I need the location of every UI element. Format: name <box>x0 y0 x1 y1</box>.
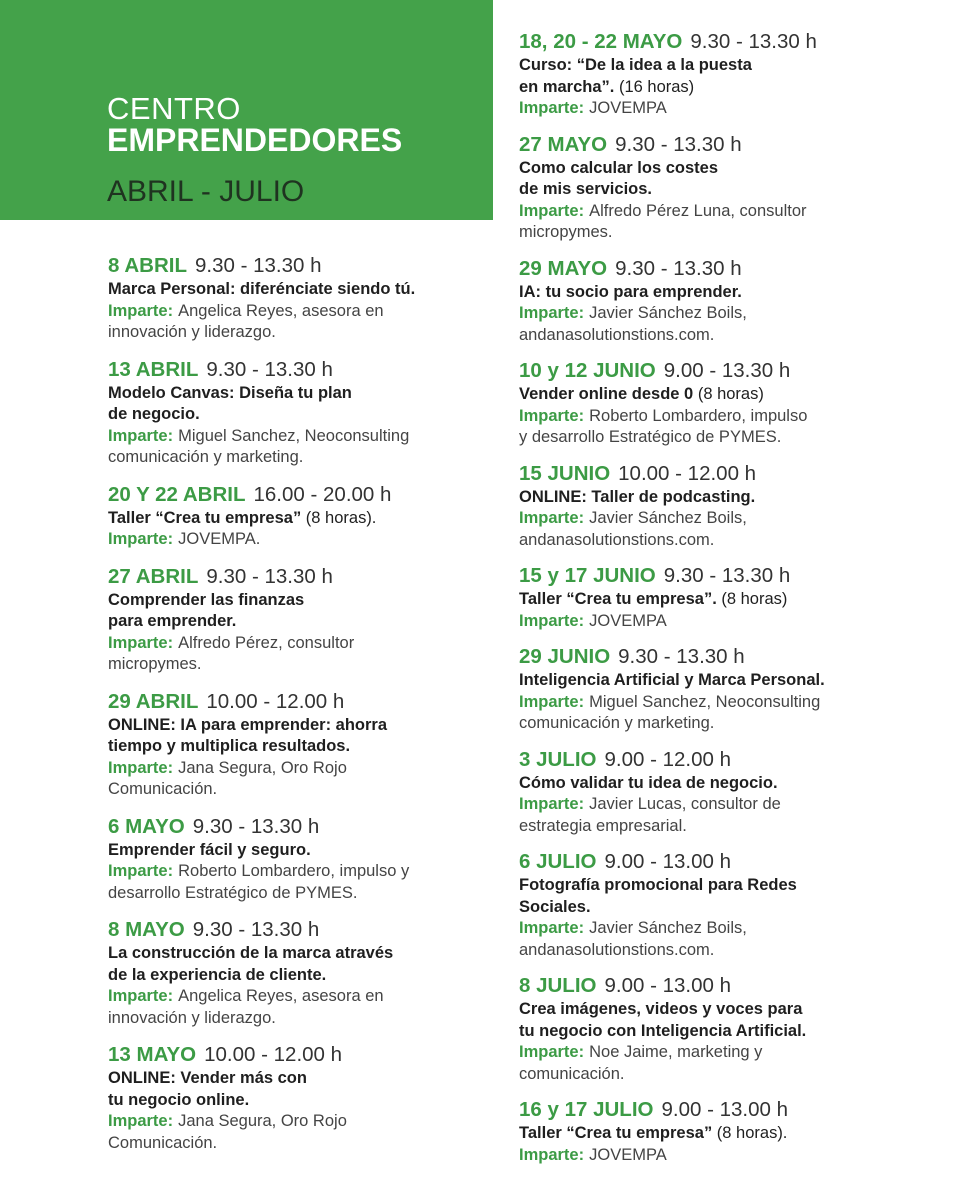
event-duration: (8 horas). <box>301 508 377 527</box>
event-title-text: Taller “Crea tu empresa” <box>519 1124 713 1142</box>
event-title <box>519 999 939 1042</box>
event-when <box>108 813 508 840</box>
event-title <box>519 1123 939 1145</box>
event-when <box>519 562 939 589</box>
event-instructor <box>519 794 939 837</box>
event-title-text: ONLINE: IA para emprender: ahorra tiempo y multiplica resultados. <box>108 715 388 755</box>
imparte-label: Imparte: <box>519 611 585 630</box>
event-duration: (8 horas) <box>693 385 764 403</box>
event-when <box>108 916 508 943</box>
event-title <box>519 384 939 406</box>
event-title-text: Cómo validar tu idea de negocio. <box>519 773 778 792</box>
event-time: 9.00 - 13.00 h <box>604 850 731 873</box>
event-title-text: ONLINE: Vender más con tu negocio online. <box>108 1069 307 1109</box>
event-time: 10.00 - 12.00 h <box>206 689 345 713</box>
event-instructor <box>519 1145 939 1167</box>
event-date: 10 y 12 JUNIO <box>519 359 656 382</box>
event-title <box>519 589 939 611</box>
imparte-label: Imparte: <box>519 201 585 220</box>
imparte-label: Imparte: <box>519 99 585 117</box>
instructor-name: Roberto Lombardero, impulso y desarrollo Estratégico de PYMES. <box>108 862 410 902</box>
event-time: 10.00 - 12.00 h <box>204 1043 343 1066</box>
event-when <box>519 357 939 384</box>
imparte-label: Imparte: <box>519 795 585 813</box>
event-title-text: Taller “Crea tu empresa”. <box>519 590 717 608</box>
event-date: 27 ABRIL <box>108 564 199 588</box>
event-duration: (8 horas). <box>712 1124 788 1142</box>
event-when <box>519 131 939 158</box>
instructor-name: Miguel Sanchez, Neoconsulting comunicación y marketing. <box>108 426 410 466</box>
instructor-name: Javier Sánchez Boils, andanasolutionstions.com. <box>519 509 747 549</box>
event-title <box>108 279 508 301</box>
event-when <box>108 356 508 383</box>
event-date: 8 ABRIL <box>108 254 187 277</box>
event-time: 9.00 - 12.00 h <box>604 747 731 771</box>
event-date: 6 JULIO <box>519 850 597 873</box>
instructor-name: Jana Segura, Oro Rojo Comunicación. <box>108 1112 347 1152</box>
event-time: 16.00 - 20.00 h <box>253 482 392 506</box>
event-title-text: ONLINE: Taller de podcasting. <box>519 487 756 506</box>
imparte-label: Imparte: <box>108 633 174 652</box>
event-instructor <box>108 758 508 801</box>
event-time: 9.30 - 13.30 h <box>618 645 745 668</box>
event-instructor <box>519 611 939 633</box>
event-time: 10.00 - 12.00 h <box>618 461 757 485</box>
event-duration: (8 horas) <box>716 590 788 608</box>
instructor-name: JOVEMPA. <box>178 530 261 548</box>
event-when <box>519 972 939 999</box>
event-when <box>519 746 939 773</box>
event-when <box>519 1096 939 1123</box>
imparte-label: Imparte: <box>108 1112 174 1130</box>
event-instructor <box>108 426 508 469</box>
event-instructor <box>519 508 939 551</box>
event-time: 9.30 - 13.30 h <box>194 254 322 277</box>
instructor-name: Javier Lucas, consultor de estrategia empresarial. <box>519 795 781 835</box>
instructor-name: Roberto Lombardero, impulso y desarrollo Estratégico de PYMES. <box>519 406 808 446</box>
imparte-label: Imparte: <box>108 426 174 445</box>
event-time: 9.00 - 13.00 h <box>604 974 731 997</box>
imparte-label: Imparte: <box>108 530 174 548</box>
event-instructor <box>108 986 508 1029</box>
event-item <box>519 848 939 961</box>
instructor-name: Jana Segura, Oro Rojo Comunicación. <box>108 758 347 798</box>
instructor-name: Alfredo Pérez Luna, consultor micropymes. <box>519 201 807 241</box>
event-title-text: Marca Personal: diferénciate siendo tú. <box>108 280 416 298</box>
event-item <box>519 746 939 838</box>
event-title <box>519 282 939 304</box>
event-item <box>108 481 508 551</box>
event-title <box>519 773 939 795</box>
event-title-text: Comprender las finanzas para emprender. <box>108 590 305 630</box>
event-instructor <box>519 303 939 346</box>
event-time: 9.30 - 13.30 h <box>206 564 333 588</box>
event-title <box>108 715 508 758</box>
event-time: 9.30 - 13.30 h <box>192 918 320 941</box>
event-title-text: Curso: “De la idea a la puesta en marcha”. <box>519 56 752 96</box>
event-item <box>519 357 939 449</box>
event-item <box>519 1096 939 1166</box>
event-title-text: Crea imágenes, videos y voces para tu negocio con Inteligencia Artificial. <box>519 1000 807 1040</box>
event-item <box>108 916 508 1029</box>
instructor-name: Javier Sánchez Boils, andanasolutionstions.com. <box>519 919 747 959</box>
event-when <box>519 255 939 282</box>
event-title <box>108 1068 508 1111</box>
imparte-label: Imparte: <box>519 509 585 527</box>
event-when <box>519 28 939 55</box>
event-date: 3 JULIO <box>519 747 597 771</box>
imparte-label: Imparte: <box>519 406 585 425</box>
event-title-text: Emprender fácil y seguro. <box>108 840 311 859</box>
event-date: 8 MAYO <box>108 918 185 941</box>
event-date: 16 y 17 JULIO <box>519 1098 654 1121</box>
instructor-name: JOVEMPA <box>589 99 667 117</box>
imparte-label: Imparte: <box>108 301 174 320</box>
event-item <box>519 255 939 347</box>
event-when <box>519 460 939 487</box>
event-time: 9.30 - 13.30 h <box>615 132 742 156</box>
imparte-label: Imparte: <box>519 919 585 937</box>
event-title-text: Vender online desde 0 <box>519 385 694 403</box>
imparte-label: Imparte: <box>519 1043 585 1061</box>
event-title-text: Fotografía promocional para Redes Sociales. <box>519 876 797 916</box>
event-duration: (16 horas) <box>614 77 695 96</box>
event-instructor <box>519 98 939 120</box>
instructor-name: JOVEMPA <box>589 1145 667 1164</box>
event-item <box>519 562 939 632</box>
event-title-text: Taller “Crea tu empresa” <box>108 508 302 527</box>
event-when <box>519 848 939 875</box>
event-when <box>108 688 508 715</box>
event-title <box>108 590 508 633</box>
event-title-text: Como calcular los costes de mis servicios. <box>519 158 718 198</box>
event-date: 15 y 17 JUNIO <box>519 564 656 587</box>
instructor-name: Angelica Reyes, asesora en innovación y liderazgo. <box>108 987 384 1027</box>
event-title <box>108 508 508 530</box>
header-centro: CENTRO <box>107 91 241 126</box>
imparte-label: Imparte: <box>108 758 174 777</box>
event-time: 9.30 - 13.30 h <box>206 357 333 381</box>
event-item <box>519 643 939 735</box>
event-title <box>519 875 939 918</box>
event-item <box>108 563 508 676</box>
event-date: 27 MAYO <box>519 132 608 156</box>
event-time: 9.30 - 13.30 h <box>663 564 791 587</box>
event-when <box>108 1041 508 1068</box>
event-instructor <box>108 633 508 676</box>
right-event-column <box>519 28 939 1166</box>
event-instructor <box>519 692 939 735</box>
header-emprendedores: EMPRENDEDORES <box>107 122 403 158</box>
event-item <box>108 356 508 469</box>
event-date: 13 ABRIL <box>108 357 199 381</box>
event-date: 15 JUNIO <box>519 461 611 485</box>
event-when <box>108 563 508 590</box>
event-item <box>519 28 939 120</box>
imparte-label: Imparte: <box>519 1145 585 1164</box>
event-title-text: La construcción de la marca através de la experiencia de cliente. <box>108 944 394 984</box>
event-date: 18, 20 - 22 MAYO <box>519 30 683 53</box>
event-time: 9.30 - 13.30 h <box>192 814 320 838</box>
event-item <box>519 131 939 244</box>
imparte-label: Imparte: <box>519 692 585 711</box>
event-date: 20 Y 22 ABRIL <box>108 482 246 506</box>
event-title-text: Modelo Canvas: Diseña tu plan de negocio. <box>108 383 352 423</box>
instructor-name: JOVEMPA <box>589 611 667 630</box>
header-banner <box>0 0 493 220</box>
event-item <box>519 972 939 1085</box>
event-title <box>519 55 939 98</box>
event-when <box>108 481 508 508</box>
event-title <box>108 383 508 426</box>
instructor-name: Javier Sánchez Boils, andanasolutionstions.com. <box>519 304 747 344</box>
event-item <box>108 813 508 905</box>
imparte-label: Imparte: <box>108 862 174 880</box>
event-title <box>519 487 939 509</box>
event-title <box>519 158 939 201</box>
instructor-name: Angelica Reyes, asesora en innovación y liderazgo. <box>108 301 384 341</box>
instructor-name: Noe Jaime, marketing y comunicación. <box>519 1043 763 1083</box>
event-item <box>108 252 508 344</box>
event-item <box>519 460 939 552</box>
instructor-name: Alfredo Pérez, consultor micropymes. <box>108 633 355 673</box>
event-instructor <box>519 406 939 449</box>
instructor-name: Miguel Sanchez, Neoconsulting comunicación y marketing. <box>519 692 821 732</box>
event-instructor <box>519 201 939 244</box>
event-title-text: Inteligencia Artificial y Marca Personal. <box>519 671 825 689</box>
event-time: 9.00 - 13.00 h <box>661 1098 788 1121</box>
event-instructor <box>108 861 508 904</box>
event-time: 9.00 - 13.30 h <box>663 359 791 382</box>
event-instructor <box>108 301 508 344</box>
event-date: 29 ABRIL <box>108 689 199 713</box>
event-title-text: IA: tu socio para emprender. <box>519 282 742 301</box>
event-instructor <box>108 529 508 551</box>
event-date: 13 MAYO <box>108 1043 197 1066</box>
imparte-label: Imparte: <box>108 987 174 1005</box>
event-item <box>108 688 508 801</box>
event-time: 9.30 - 13.30 h <box>615 256 742 280</box>
event-instructor <box>519 918 939 961</box>
event-date: 29 MAYO <box>519 256 608 280</box>
event-item <box>108 1041 508 1154</box>
event-instructor <box>108 1111 508 1154</box>
event-date: 8 JULIO <box>519 974 597 997</box>
event-time: 9.30 - 13.30 h <box>690 30 817 53</box>
event-title <box>108 943 508 986</box>
event-when <box>108 252 508 279</box>
event-title <box>519 670 939 692</box>
header-period: ABRIL - JULIO <box>107 175 305 208</box>
left-event-column <box>108 252 508 1154</box>
event-when <box>519 643 939 670</box>
event-title <box>108 840 508 862</box>
imparte-label: Imparte: <box>519 304 585 322</box>
event-date: 29 JUNIO <box>519 645 611 668</box>
event-date: 6 MAYO <box>108 814 185 838</box>
event-instructor <box>519 1042 939 1085</box>
